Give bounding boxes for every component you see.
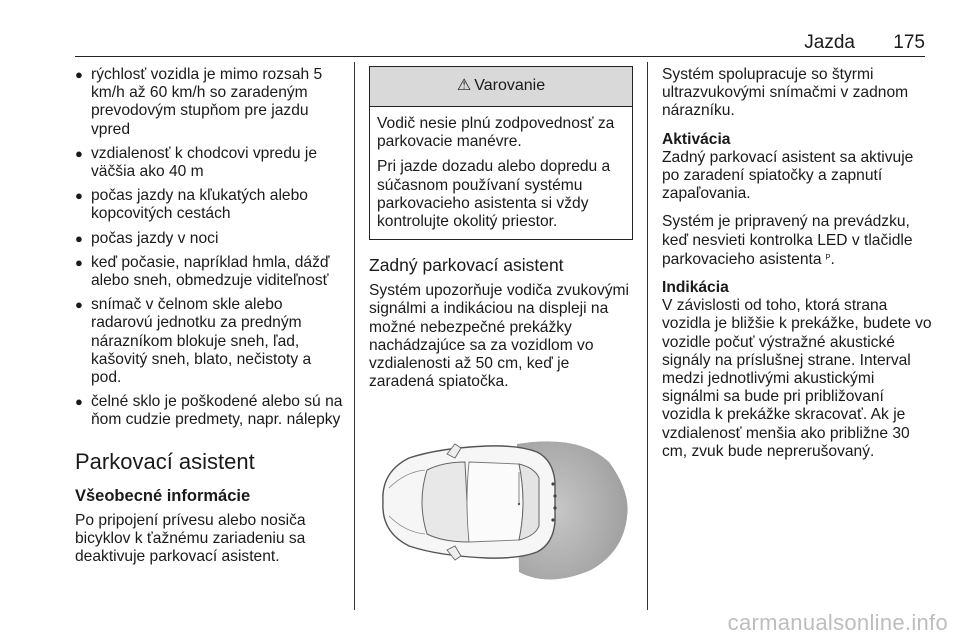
warning-title: Varovanie <box>474 77 546 95</box>
indication-heading: Indikácia <box>662 279 729 297</box>
column-left <box>75 66 345 566</box>
bullet-icon: ● <box>75 394 83 410</box>
parking-assist-icon: ᴾ <box>825 252 831 265</box>
sensor-dot <box>553 506 556 509</box>
list-item: ● čelné sklo je poškodené alebo sú na ňom cudzie predmety, napr. nálepky <box>75 393 343 429</box>
section-title: Parkovací asistent <box>75 448 255 474</box>
list-item: ● vzdialenosť k chodcovi vpredu je väčšia ako 40 m <box>75 144 318 181</box>
bullet-icon: ● <box>75 297 83 313</box>
bullet-icon: ● <box>75 254 83 270</box>
bullet-icon: ● <box>75 145 83 161</box>
warning-header <box>370 67 632 107</box>
paragraph: Systém spolupracuje so štyrmi ultrazvukovými snímačmi v zadnom nárazníku. <box>662 66 909 120</box>
paragraph: Systém je pripravený na prevádzku, keď nesvieti kontrolka LED v tlačidle parkovacieho asistenta ᴾ. <box>662 213 913 268</box>
list-item: ● počas jazdy na kľukatých alebo kopcovitých cestách <box>75 187 308 223</box>
sensor-dot <box>551 482 554 485</box>
sensor-dot <box>551 518 554 521</box>
sensor-dot <box>553 494 556 497</box>
warning-box <box>369 66 633 240</box>
warning-body <box>370 107 632 239</box>
marker-dot <box>518 503 520 505</box>
car-windshield <box>422 462 469 542</box>
paragraph: V závislosti od toho, ktorá strana vozidla je bližšie k prekážke, budete vo vozidle počuť výstražné akustické signály na príslušnej strane. Interval medzi jednotlivými akustickými signálmi sa bude pri približovaní vozidla k prekážke skracovať. Ak je vzdialenosť menšia ako približne 30 cm, zvuk bude neprerušovaný. <box>662 297 932 460</box>
car-illustration <box>369 392 633 602</box>
paragraph: Zadný parkovací asistent sa aktivuje po zaradení spiatočky a zapnutí zapaľovania. <box>662 148 914 203</box>
list-item: ● snímač v čelnom skle alebo radarovú jednotku za predným nárazníkom blokuje sneh, ľad, kašovitý sneh, blato, nečistoty a pod. <box>75 296 312 387</box>
header-section-title: Jazda <box>804 32 855 53</box>
subsection-title: Zadný parkovací asistent <box>369 255 564 276</box>
warning-paragraph: Vodič nesie plnú zodpovednosť za parkovacie manévre. <box>377 115 615 151</box>
column-divider <box>354 62 355 610</box>
paragraph: Systém upozorňuje vodiča zvukovými signálmi a indikáciou na displeji na možné nebezpečné prekážky nachádzajúce sa za vozidlom vo vzdialenosti až 50 cm, keď je zaradená spiatočka. <box>369 282 630 391</box>
watermark: carmanualsonline.info <box>727 610 948 635</box>
column-middle <box>369 66 633 391</box>
list-item: ● rýchlosť vozidla je mimo rozsah 5 km/h až 60 km/h so zaradeným prevodovým stupňom pre jazdu vpred <box>75 66 323 138</box>
column-divider <box>647 62 648 610</box>
bullet-icon: ● <box>75 188 83 204</box>
activation-heading: Aktivácia <box>662 130 731 148</box>
car-top-view-illustration <box>369 392 633 602</box>
car-roof <box>467 462 523 542</box>
column-right <box>662 66 932 471</box>
list-item: ● počas jazdy v noci <box>75 229 219 247</box>
warning-triangle-icon: ⚠ <box>456 77 472 95</box>
list-item: ● keď počasie, napríklad hmla, dážď alebo sneh, obmedzuje viditeľnosť <box>75 253 330 290</box>
bullet-icon: ● <box>75 67 83 82</box>
bullet-icon: ● <box>75 230 83 246</box>
subsection-title: Všeobecné informácie <box>75 486 251 505</box>
header-rule <box>75 56 925 57</box>
page-number: 175 <box>893 32 925 53</box>
bullet-list <box>75 66 345 430</box>
warning-paragraph: Pri jazde dozadu alebo dopredu a súčasnom používaní systému parkovacieho asistenta si vždy kontrolujte okolitý priestor. <box>377 158 611 231</box>
paragraph: Po pripojení prívesu alebo nosiča bicyklov k ťažnému zariadeniu sa deaktivuje parkovací asistent. <box>75 511 306 566</box>
page-header <box>75 32 925 54</box>
